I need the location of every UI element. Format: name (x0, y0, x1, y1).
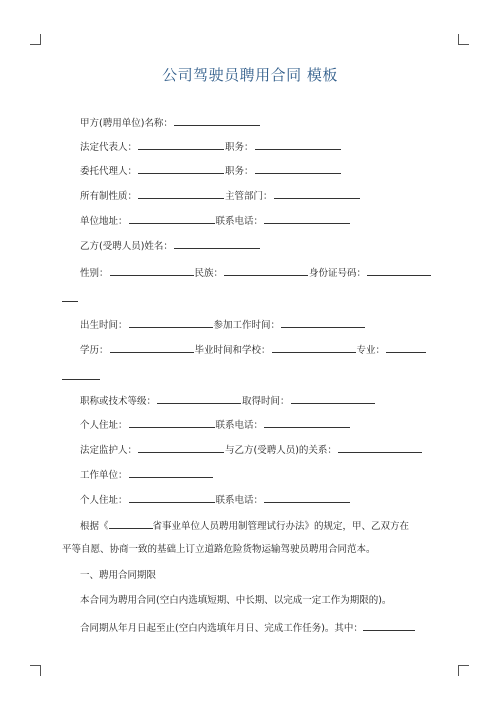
contact-phone-blank[interactable] (264, 493, 350, 503)
major-blank-continued[interactable] (62, 378, 100, 380)
legal-rep-blank[interactable] (138, 140, 224, 150)
personal-address-row (80, 418, 351, 430)
contact-phone-blank[interactable] (264, 214, 350, 224)
crop-mark-bottom-right (458, 665, 469, 676)
crop-mark-bottom-left (30, 665, 41, 676)
section-heading: 一、聘用合同期限 (80, 570, 157, 581)
party-a-name-row (80, 116, 261, 128)
education-label: 学历： (80, 345, 109, 356)
contact-phone-label: 联系电话： (215, 216, 264, 227)
work-unit-blank[interactable] (129, 468, 213, 478)
grad-school-label: 毕业时间和学校： (194, 345, 271, 356)
paragraph-text: 根据《 (80, 521, 109, 532)
personal-address-label: 个人住址： (80, 495, 128, 506)
party-b-name-blank[interactable] (174, 239, 260, 249)
province-blank[interactable] (109, 519, 153, 529)
crop-mark-top-right (458, 34, 469, 45)
birth-date-label: 出生时间： (80, 320, 128, 331)
work-start-blank[interactable] (281, 318, 365, 328)
contact-phone-label: 联系电话： (215, 495, 264, 506)
guardian-row (80, 443, 423, 455)
id-number-blank-continued[interactable] (62, 300, 78, 302)
legal-rep-label: 法定代表人： (80, 142, 138, 153)
paragraph-contract-period (80, 621, 415, 633)
work-unit-row (80, 468, 214, 480)
unit-address-label: 单位地址： (80, 216, 128, 227)
guardian-label: 法定监护人： (80, 445, 138, 456)
ownership-row (80, 189, 361, 201)
title-level-row (80, 394, 376, 406)
id-number-blank[interactable] (367, 266, 431, 276)
birth-date-blank[interactable] (129, 318, 213, 328)
paragraph-text: 省事业单位人员聘用制管理试行办法》的规定，甲、乙双方在 (152, 521, 410, 532)
ethnicity-label: 民族： (194, 268, 224, 279)
title-level-blank[interactable] (157, 394, 241, 404)
competent-dept-label: 主管部门： (225, 191, 273, 202)
entrusted-agent-blank[interactable] (138, 164, 224, 174)
crop-mark-top-left (30, 34, 41, 45)
relation-label: 与乙方(受聘人员)的关系： (225, 445, 337, 456)
education-row (80, 343, 427, 355)
personal-address-blank[interactable] (129, 493, 215, 503)
document-title: 公司驾驶员聘用合同 模板 (162, 66, 338, 84)
education-blank[interactable] (110, 343, 194, 353)
grad-school-blank[interactable] (272, 343, 356, 353)
entrusted-agent-label: 委托代理人： (80, 166, 138, 177)
position-blank[interactable] (255, 164, 341, 174)
party-a-name-blank[interactable] (174, 116, 260, 126)
position-blank[interactable] (255, 140, 341, 150)
gender-label: 性别： (80, 268, 109, 279)
obtain-time-blank[interactable] (291, 394, 375, 404)
unit-address-row (80, 214, 351, 226)
position-label: 职务： (225, 166, 254, 177)
personal-address-blank[interactable] (129, 418, 215, 428)
competent-dept-blank[interactable] (274, 189, 360, 199)
contact-phone-label: 联系电话： (215, 420, 264, 431)
paragraph-basis-continued: 平等自愿、协商一致的基础上订立道路危险货物运输驾驶员聘用合同范本。 (62, 544, 376, 555)
work-start-label: 参加工作时间： (213, 320, 281, 331)
personal-address-label: 个人住址： (80, 420, 128, 431)
gender-row (80, 266, 432, 278)
ownership-label: 所有制性质： (80, 191, 138, 202)
id-number-label: 身份证号码： (309, 268, 367, 279)
party-b-name-label: 乙方(受聘人员)姓名： (80, 241, 173, 252)
guardian-blank[interactable] (138, 443, 224, 453)
position-label: 职务： (225, 142, 254, 153)
relation-blank[interactable] (338, 443, 422, 453)
gender-blank[interactable] (110, 266, 194, 276)
paragraph-contract-type: 本合同为聘用合同(空白内选填短期、中长期、以完成一定工作为期限的)。 (80, 595, 392, 606)
ethnicity-blank[interactable] (224, 266, 308, 276)
ownership-blank[interactable] (138, 189, 224, 199)
paragraph-basis (80, 519, 409, 531)
party-b-name-row (80, 239, 261, 251)
major-label: 专业： (356, 345, 386, 356)
contact-phone-blank[interactable] (264, 418, 350, 428)
major-blank[interactable] (386, 343, 426, 353)
title-level-label: 职称或技术等级： (80, 396, 157, 407)
unit-address-blank[interactable] (129, 214, 215, 224)
birth-date-row (80, 318, 366, 330)
legal-rep-row (80, 140, 342, 152)
period-blank[interactable] (363, 621, 415, 631)
entrusted-agent-row (80, 164, 342, 176)
obtain-time-label: 取得时间： (242, 396, 290, 407)
work-unit-label: 工作单位： (80, 470, 128, 481)
paragraph-text: 合同期从年月日起至止(空白内选填年月日、完成工作任务)。其中： (80, 623, 363, 634)
personal-address-row (80, 493, 351, 505)
party-a-name-label: 甲方(聘用单位)名称： (80, 118, 173, 129)
